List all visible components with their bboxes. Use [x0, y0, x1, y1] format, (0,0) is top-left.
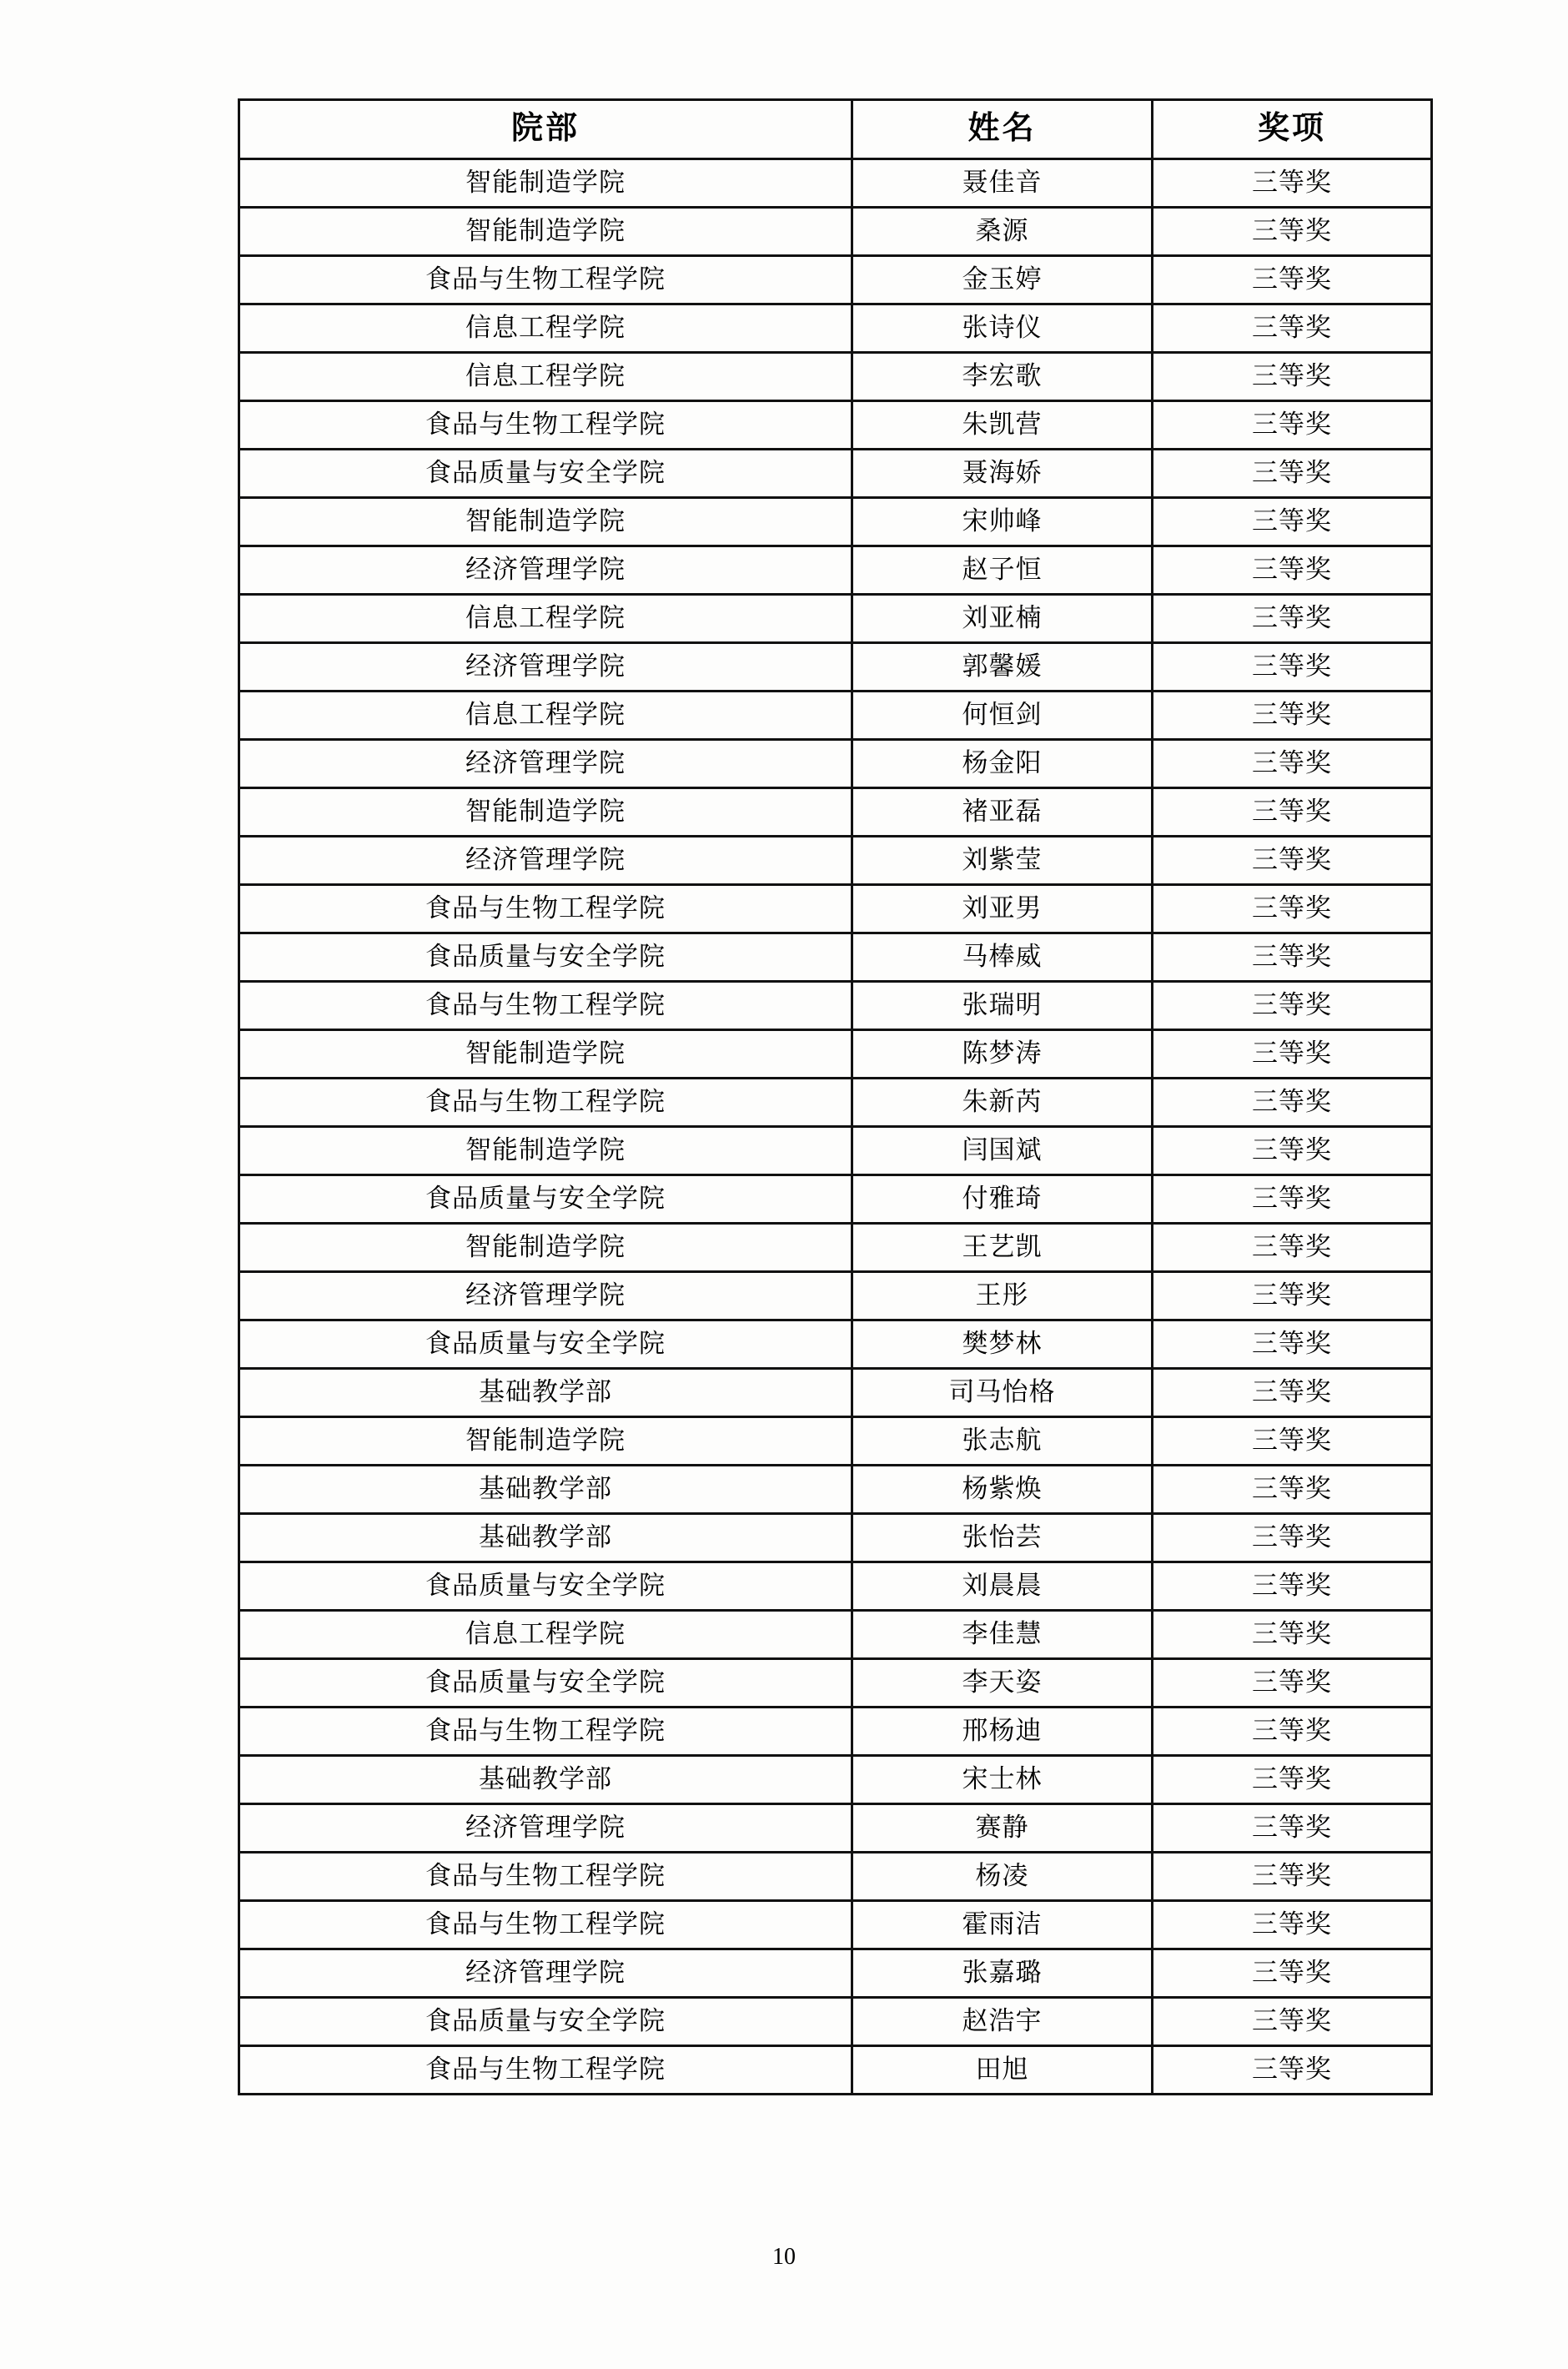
- cell-department: 基础教学部: [239, 1369, 852, 1417]
- cell-name: 付雅琦: [852, 1175, 1153, 1224]
- table-row: [239, 837, 1432, 885]
- cell-department: 食品与生物工程学院: [239, 885, 852, 933]
- table-row: [239, 546, 1432, 595]
- cell-award: 三等奖: [1153, 1272, 1432, 1320]
- cell-department: 食品质量与安全学院: [239, 450, 852, 498]
- cell-name: 聂佳音: [852, 159, 1153, 208]
- cell-award: 三等奖: [1153, 1901, 1432, 1949]
- table-row: [239, 2046, 1432, 2095]
- cell-name: 刘亚男: [852, 885, 1153, 933]
- table-row: [239, 1030, 1432, 1079]
- table-row: [239, 450, 1432, 498]
- cell-award: 三等奖: [1153, 1756, 1432, 1804]
- cell-name: 邢杨迪: [852, 1708, 1153, 1756]
- table-row: [239, 692, 1432, 740]
- cell-name: 王艺凯: [852, 1224, 1153, 1272]
- cell-department: 基础教学部: [239, 1514, 852, 1562]
- cell-award: 三等奖: [1153, 1030, 1432, 1079]
- cell-award: 三等奖: [1153, 1320, 1432, 1369]
- cell-department: 食品质量与安全学院: [239, 933, 852, 982]
- cell-department: 经济管理学院: [239, 1949, 852, 1998]
- table-row: [239, 1127, 1432, 1175]
- table-row: [239, 1320, 1432, 1369]
- cell-name: 张嘉璐: [852, 1949, 1153, 1998]
- cell-name: 张怡芸: [852, 1514, 1153, 1562]
- table-row: [239, 933, 1432, 982]
- cell-award: 三等奖: [1153, 450, 1432, 498]
- table-row: [239, 1901, 1432, 1949]
- table-row: [239, 643, 1432, 692]
- cell-name: 刘亚楠: [852, 595, 1153, 643]
- table-row: [239, 353, 1432, 401]
- cell-department: 食品质量与安全学院: [239, 1562, 852, 1611]
- cell-department: 智能制造学院: [239, 1030, 852, 1079]
- cell-award: 三等奖: [1153, 982, 1432, 1030]
- cell-department: 经济管理学院: [239, 546, 852, 595]
- cell-department: 食品与生物工程学院: [239, 1708, 852, 1756]
- cell-name: 田旭: [852, 2046, 1153, 2095]
- cell-award: 三等奖: [1153, 1708, 1432, 1756]
- cell-award: 三等奖: [1153, 1998, 1432, 2046]
- table-row: [239, 740, 1432, 788]
- cell-award: 三等奖: [1153, 546, 1432, 595]
- cell-name: 宋士林: [852, 1756, 1153, 1804]
- table-header-row: [239, 100, 1432, 159]
- cell-award: 三等奖: [1153, 256, 1432, 304]
- cell-department: 食品与生物工程学院: [239, 401, 852, 450]
- cell-department: 智能制造学院: [239, 208, 852, 256]
- cell-name: 张志航: [852, 1417, 1153, 1466]
- table-row: [239, 1079, 1432, 1127]
- table-row: [239, 208, 1432, 256]
- cell-award: 三等奖: [1153, 1417, 1432, 1466]
- cell-award: 三等奖: [1153, 1127, 1432, 1175]
- table-body: [239, 159, 1432, 2095]
- cell-award: 三等奖: [1153, 837, 1432, 885]
- column-header-award: 奖项: [1153, 100, 1432, 159]
- cell-award: 三等奖: [1153, 1659, 1432, 1708]
- cell-award: 三等奖: [1153, 788, 1432, 837]
- award-table-container: [238, 98, 1430, 2095]
- table-row: [239, 304, 1432, 353]
- table-row: [239, 401, 1432, 450]
- cell-award: 三等奖: [1153, 1224, 1432, 1272]
- cell-department: 食品与生物工程学院: [239, 1901, 852, 1949]
- cell-name: 郭馨媛: [852, 643, 1153, 692]
- cell-name: 何恒剑: [852, 692, 1153, 740]
- table-row: [239, 498, 1432, 546]
- cell-award: 三等奖: [1153, 1611, 1432, 1659]
- column-header-department: 院部: [239, 100, 852, 159]
- table-row: [239, 595, 1432, 643]
- cell-award: 三等奖: [1153, 1175, 1432, 1224]
- cell-award: 三等奖: [1153, 1562, 1432, 1611]
- table-row: [239, 885, 1432, 933]
- cell-department: 经济管理学院: [239, 837, 852, 885]
- cell-department: 信息工程学院: [239, 353, 852, 401]
- cell-department: 信息工程学院: [239, 595, 852, 643]
- cell-award: 三等奖: [1153, 595, 1432, 643]
- cell-department: 信息工程学院: [239, 304, 852, 353]
- cell-name: 李宏歌: [852, 353, 1153, 401]
- cell-name: 王彤: [852, 1272, 1153, 1320]
- cell-name: 杨凌: [852, 1853, 1153, 1901]
- cell-award: 三等奖: [1153, 643, 1432, 692]
- cell-award: 三等奖: [1153, 353, 1432, 401]
- cell-name: 刘晨晨: [852, 1562, 1153, 1611]
- cell-award: 三等奖: [1153, 159, 1432, 208]
- cell-award: 三等奖: [1153, 692, 1432, 740]
- cell-award: 三等奖: [1153, 933, 1432, 982]
- cell-department: 食品质量与安全学院: [239, 1320, 852, 1369]
- cell-name: 闫国斌: [852, 1127, 1153, 1175]
- cell-department: 经济管理学院: [239, 643, 852, 692]
- cell-department: 食品与生物工程学院: [239, 2046, 852, 2095]
- cell-department: 智能制造学院: [239, 788, 852, 837]
- cell-name: 张诗仪: [852, 304, 1153, 353]
- table-row: [239, 256, 1432, 304]
- cell-department: 信息工程学院: [239, 1611, 852, 1659]
- table-row: [239, 1659, 1432, 1708]
- cell-name: 霍雨洁: [852, 1901, 1153, 1949]
- cell-name: 司马怡格: [852, 1369, 1153, 1417]
- table-row: [239, 788, 1432, 837]
- cell-department: 食品质量与安全学院: [239, 1998, 852, 2046]
- cell-name: 金玉婷: [852, 256, 1153, 304]
- cell-award: 三等奖: [1153, 2046, 1432, 2095]
- table-row: [239, 1611, 1432, 1659]
- cell-department: 食品质量与安全学院: [239, 1659, 852, 1708]
- cell-department: 智能制造学院: [239, 1127, 852, 1175]
- cell-award: 三等奖: [1153, 1079, 1432, 1127]
- cell-name: 朱新芮: [852, 1079, 1153, 1127]
- cell-name: 赛静: [852, 1804, 1153, 1853]
- cell-department: 经济管理学院: [239, 1804, 852, 1853]
- cell-department: 食品与生物工程学院: [239, 1079, 852, 1127]
- cell-department: 智能制造学院: [239, 1224, 852, 1272]
- table-row: [239, 1369, 1432, 1417]
- cell-department: 食品与生物工程学院: [239, 1853, 852, 1901]
- cell-award: 三等奖: [1153, 1949, 1432, 1998]
- table-header: [239, 100, 1432, 159]
- cell-name: 陈梦涛: [852, 1030, 1153, 1079]
- award-table: [238, 98, 1433, 2095]
- cell-award: 三等奖: [1153, 1853, 1432, 1901]
- cell-department: 食品与生物工程学院: [239, 256, 852, 304]
- cell-name: 朱凯营: [852, 401, 1153, 450]
- table-row: [239, 1224, 1432, 1272]
- cell-name: 桑源: [852, 208, 1153, 256]
- cell-department: 基础教学部: [239, 1466, 852, 1514]
- table-row: [239, 1949, 1432, 1998]
- page-number: 10: [772, 2244, 796, 2270]
- cell-name: 赵浩宇: [852, 1998, 1153, 2046]
- table-row: [239, 1756, 1432, 1804]
- cell-name: 杨紫焕: [852, 1466, 1153, 1514]
- table-row: [239, 1708, 1432, 1756]
- cell-award: 三等奖: [1153, 498, 1432, 546]
- cell-name: 杨金阳: [852, 740, 1153, 788]
- table-row: [239, 159, 1432, 208]
- cell-award: 三等奖: [1153, 401, 1432, 450]
- cell-award: 三等奖: [1153, 304, 1432, 353]
- cell-name: 聂海娇: [852, 450, 1153, 498]
- cell-department: 食品与生物工程学院: [239, 982, 852, 1030]
- cell-name: 李天姿: [852, 1659, 1153, 1708]
- cell-department: 经济管理学院: [239, 1272, 852, 1320]
- table-row: [239, 1272, 1432, 1320]
- table-row: [239, 982, 1432, 1030]
- cell-award: 三等奖: [1153, 1514, 1432, 1562]
- cell-name: 褚亚磊: [852, 788, 1153, 837]
- table-row: [239, 1562, 1432, 1611]
- cell-award: 三等奖: [1153, 1466, 1432, 1514]
- cell-award: 三等奖: [1153, 885, 1432, 933]
- cell-name: 刘紫莹: [852, 837, 1153, 885]
- cell-award: 三等奖: [1153, 740, 1432, 788]
- cell-name: 马棒威: [852, 933, 1153, 982]
- table-row: [239, 1853, 1432, 1901]
- cell-name: 宋帅峰: [852, 498, 1153, 546]
- cell-name: 李佳慧: [852, 1611, 1153, 1659]
- table-row: [239, 1804, 1432, 1853]
- table-row: [239, 1175, 1432, 1224]
- cell-department: 智能制造学院: [239, 159, 852, 208]
- cell-department: 智能制造学院: [239, 498, 852, 546]
- table-row: [239, 1466, 1432, 1514]
- cell-department: 基础教学部: [239, 1756, 852, 1804]
- cell-department: 经济管理学院: [239, 740, 852, 788]
- cell-name: 赵子恒: [852, 546, 1153, 595]
- column-header-name: 姓名: [852, 100, 1153, 159]
- cell-name: 樊梦林: [852, 1320, 1153, 1369]
- cell-name: 张瑞明: [852, 982, 1153, 1030]
- table-row: [239, 1998, 1432, 2046]
- table-row: [239, 1417, 1432, 1466]
- table-row: [239, 1514, 1432, 1562]
- cell-department: 智能制造学院: [239, 1417, 852, 1466]
- cell-award: 三等奖: [1153, 1804, 1432, 1853]
- cell-award: 三等奖: [1153, 1369, 1432, 1417]
- cell-department: 信息工程学院: [239, 692, 852, 740]
- cell-department: 食品质量与安全学院: [239, 1175, 852, 1224]
- cell-award: 三等奖: [1153, 208, 1432, 256]
